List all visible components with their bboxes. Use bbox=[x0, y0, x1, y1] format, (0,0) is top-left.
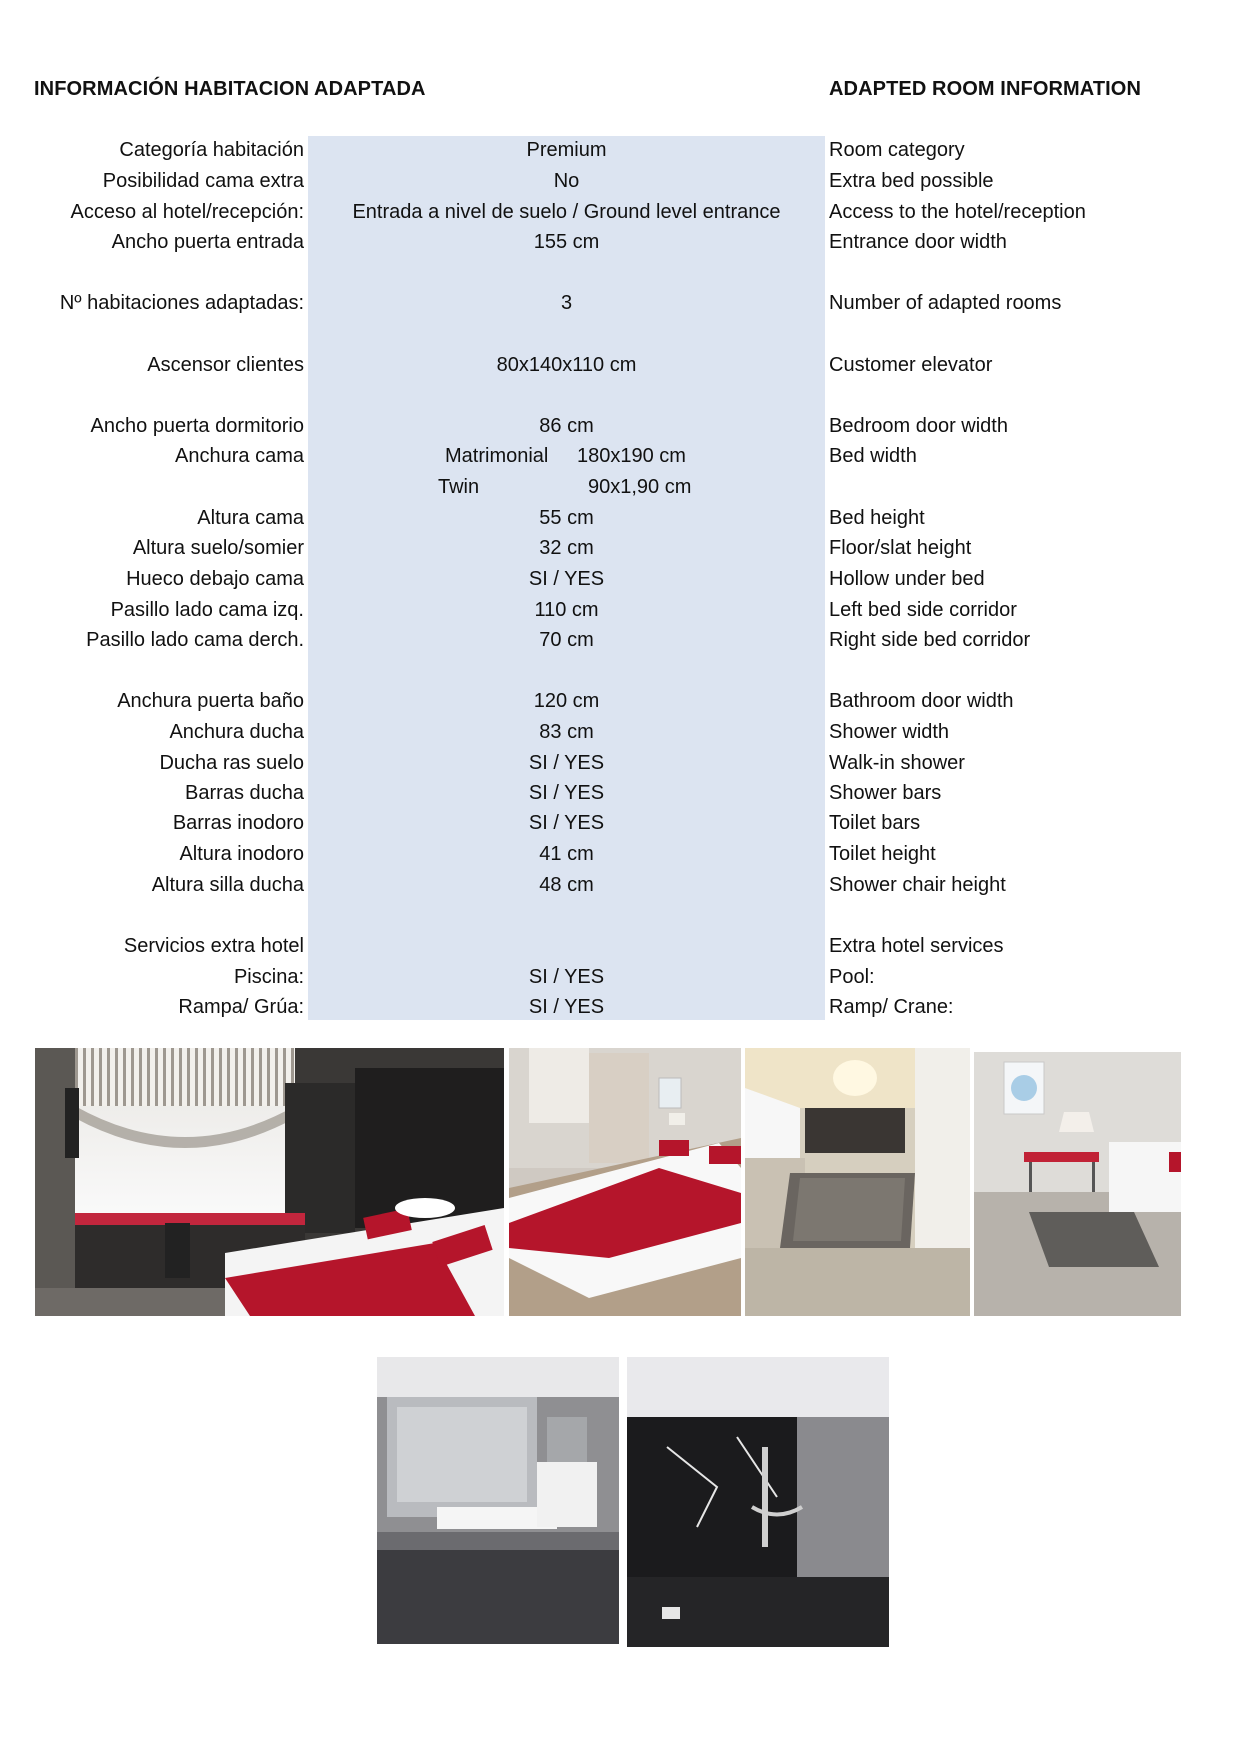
row-shower-bars bbox=[0, 778, 1240, 808]
label-es: Altura suelo/somier bbox=[132, 537, 304, 559]
value: 55 cm bbox=[539, 507, 594, 529]
row-shower-width bbox=[0, 717, 1240, 747]
label-es: Nº habitaciones adaptadas: bbox=[59, 292, 304, 314]
label-en: Entrance door width bbox=[829, 231, 1007, 253]
label-es: Pasillo lado cama derch. bbox=[86, 629, 304, 651]
label-en: Bed height bbox=[829, 507, 925, 529]
value: No bbox=[553, 170, 580, 192]
label-en: Shower chair height bbox=[829, 874, 1006, 896]
label-en: Left bed side corridor bbox=[829, 599, 1017, 621]
label-es: Ducha ras suelo bbox=[159, 752, 304, 774]
label-es: Ascensor clientes bbox=[147, 354, 304, 376]
row-pool bbox=[0, 962, 1240, 992]
label-es: Anchura ducha bbox=[169, 721, 304, 743]
label-en: Shower width bbox=[829, 721, 950, 743]
row-bedroom-door-width bbox=[0, 411, 1240, 441]
value: 3 bbox=[560, 292, 573, 314]
label-en: Floor/slat height bbox=[829, 537, 972, 559]
desk-photo bbox=[974, 1052, 1181, 1316]
bed-matrimonial-value: 180x190 cm bbox=[577, 445, 686, 467]
value: 155 cm bbox=[533, 231, 600, 253]
value: 86 cm bbox=[539, 415, 594, 437]
label-en: Shower bars bbox=[829, 782, 942, 804]
label-en: Toilet bars bbox=[829, 812, 921, 834]
bathroom-sink-photo bbox=[377, 1357, 619, 1644]
row-toilet-height bbox=[0, 839, 1240, 869]
row-hollow-under-bed bbox=[0, 564, 1240, 594]
label-es: Barras inodoro bbox=[172, 812, 304, 834]
row-bed-height bbox=[0, 503, 1240, 533]
label-en: Bedroom door width bbox=[829, 415, 1008, 437]
label-es: Posibilidad cama extra bbox=[102, 170, 304, 192]
label-es: Acceso al hotel/recepción: bbox=[70, 201, 304, 223]
row-bed-width bbox=[0, 441, 1240, 471]
label-en: Right side bed corridor bbox=[829, 629, 1031, 651]
row-room-category bbox=[0, 135, 1240, 165]
value: SI / YES bbox=[528, 966, 605, 988]
row-extra-services bbox=[0, 931, 1240, 961]
row-ramp-crane bbox=[0, 992, 1240, 1022]
label-es: Altura inodoro bbox=[179, 843, 304, 865]
title-spanish: INFORMACIÓN HABITACION ADAPTADA bbox=[34, 78, 426, 100]
label-es: Altura silla ducha bbox=[151, 874, 304, 896]
label-en: Number of adapted rooms bbox=[829, 292, 1062, 314]
row-hotel-access bbox=[0, 197, 1240, 227]
label-en: Hollow under bed bbox=[829, 568, 985, 590]
label-es: Anchura puerta baño bbox=[117, 690, 304, 712]
value: 80x140x110 cm bbox=[496, 354, 637, 376]
title-english: ADAPTED ROOM INFORMATION bbox=[829, 78, 1142, 100]
label-en: Access to the hotel/reception bbox=[829, 201, 1086, 223]
row-floor-slat-height bbox=[0, 533, 1240, 563]
label-en: Customer elevator bbox=[829, 354, 993, 376]
label-en: Ramp/ Crane: bbox=[829, 996, 954, 1018]
label-es: Anchura cama bbox=[175, 445, 304, 467]
value: SI / YES bbox=[528, 782, 605, 804]
value: SI / YES bbox=[528, 996, 605, 1018]
label-en: Bed width bbox=[829, 445, 917, 467]
bed-twin-label: Twin bbox=[438, 476, 480, 498]
value: 120 cm bbox=[533, 690, 600, 712]
value: 41 cm bbox=[539, 843, 594, 865]
label-es: Altura cama bbox=[197, 507, 304, 529]
row-right-corridor bbox=[0, 625, 1240, 655]
row-bed-width-twin bbox=[0, 472, 1240, 502]
label-en: Bathroom door width bbox=[829, 690, 1014, 712]
row-extra-bed bbox=[0, 166, 1240, 196]
label-en: Walk-in shower bbox=[829, 752, 965, 774]
value: Premium bbox=[526, 139, 607, 161]
bed-matrimonial-label: Matrimonial bbox=[445, 445, 549, 467]
row-adapted-rooms bbox=[0, 288, 1240, 318]
value: 83 cm bbox=[539, 721, 594, 743]
value: Entrada a nivel de suelo / Ground level entrance bbox=[352, 201, 781, 223]
row-entrance-door-width bbox=[0, 227, 1240, 257]
label-en: Room category bbox=[829, 139, 965, 161]
value: 48 cm bbox=[539, 874, 594, 896]
shower-photo bbox=[627, 1357, 889, 1647]
bedroom-photo bbox=[35, 1048, 504, 1316]
value: 110 cm bbox=[534, 599, 599, 621]
row-customer-elevator bbox=[0, 350, 1240, 380]
bed-photo bbox=[509, 1048, 741, 1316]
label-es: Rampa/ Grúa: bbox=[178, 996, 304, 1018]
label-en: Extra bed possible bbox=[829, 170, 994, 192]
value: 70 cm bbox=[539, 629, 594, 651]
value: 32 cm bbox=[539, 537, 594, 559]
label-es: Servicios extra hotel bbox=[123, 935, 304, 957]
label-es: Pasillo lado cama izq. bbox=[110, 599, 304, 621]
label-en: Pool: bbox=[829, 966, 875, 988]
row-bathroom-door-width bbox=[0, 686, 1240, 716]
row-walk-in-shower bbox=[0, 748, 1240, 778]
value: SI / YES bbox=[528, 812, 605, 834]
row-shower-chair-height bbox=[0, 870, 1240, 900]
nightstand-photo bbox=[745, 1048, 970, 1316]
label-es: Piscina: bbox=[233, 966, 304, 988]
label-en: Extra hotel services bbox=[829, 935, 1004, 957]
label-es: Categoría habitación bbox=[119, 139, 304, 161]
label-es: Barras ducha bbox=[185, 782, 304, 804]
label-es: Ancho puerta dormitorio bbox=[90, 415, 304, 437]
label-es: Hueco debajo cama bbox=[126, 568, 304, 590]
row-toilet-bars bbox=[0, 808, 1240, 838]
label-en: Toilet height bbox=[829, 843, 936, 865]
value: SI / YES bbox=[528, 752, 605, 774]
bed-twin-value: 90x1,90 cm bbox=[588, 476, 692, 498]
row-left-corridor bbox=[0, 595, 1240, 625]
value: SI / YES bbox=[528, 568, 605, 590]
label-es: Ancho puerta entrada bbox=[111, 231, 304, 253]
